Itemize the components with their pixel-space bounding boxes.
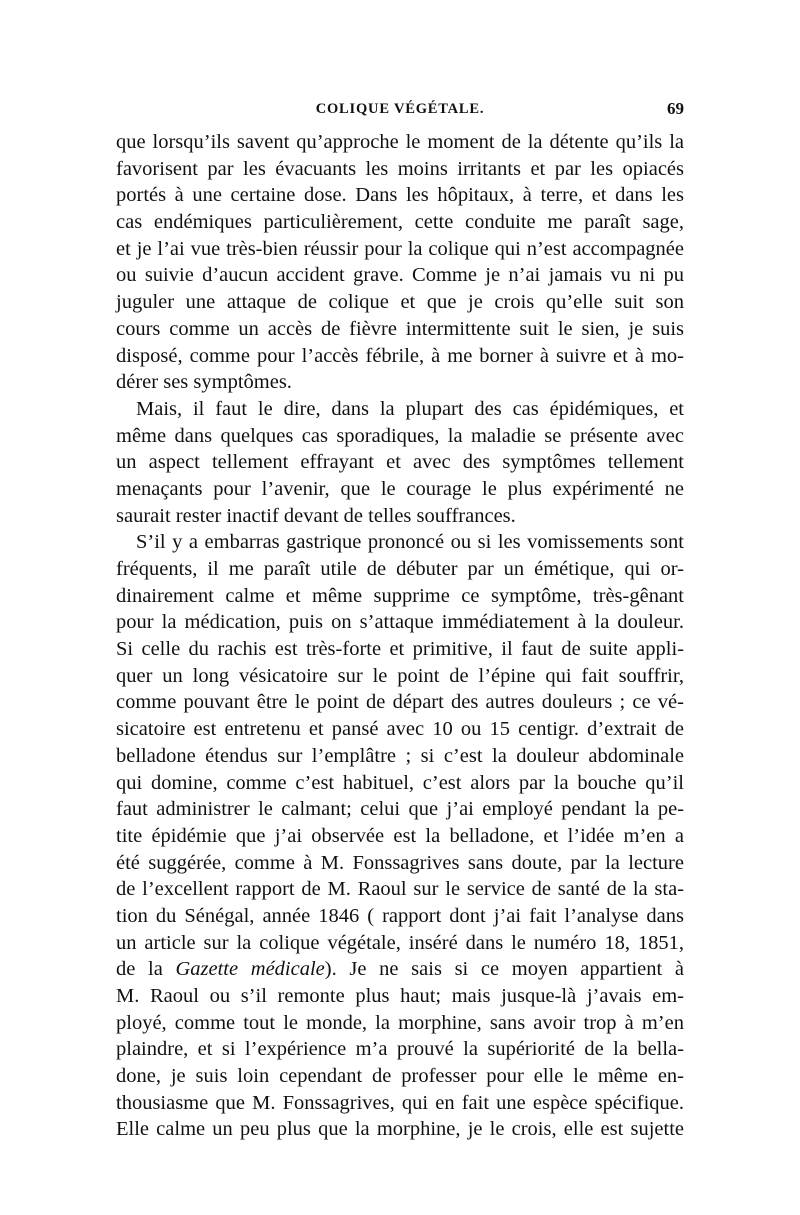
- text-line: de l’excellent rapport de M. Raoul sur le service de santé de la sta-: [116, 878, 684, 901]
- text-line: belladone étendus sur l’emplâtre ; si c’est la douleur abdominale: [116, 744, 684, 767]
- text-line-with-italic: [116, 956, 684, 983]
- text-line: un aspect tellement effrayant et avec des symptômes tellement: [116, 451, 684, 474]
- text-line: done, je suis loin cependant de professer pour elle le même en-: [116, 1065, 684, 1088]
- text-line: cours comme un accès de fièvre intermittente suit le sien, je suis: [116, 317, 684, 340]
- text-line: pour la médication, puis on s’attaque immédiatement à la douleur.: [116, 611, 684, 634]
- text-line: M. Raoul ou s’il remonte plus haut; mais jusque-là j’avais em-: [116, 985, 684, 1007]
- text-segment: ). Je ne sais si ce moyen appartient à: [324, 958, 684, 981]
- text-line: que lorsqu’ils savent qu’approche le moment de la détente qu’ils la: [116, 131, 684, 153]
- text-line: faut administrer le calmant; celui que j’ai employé pendant la pe-: [116, 798, 684, 821]
- text-segment: de la: [116, 958, 176, 981]
- page-header: [116, 101, 684, 123]
- text-line: Elle calme un peu plus que la morphine, je le crois, elle est sujette: [116, 1118, 684, 1141]
- text-line: tite épidémie que j’ai observée est la belladone, et l’idée m’en a: [116, 824, 684, 847]
- text-line: saurait rester inactif devant de telles souffrances.: [116, 504, 516, 527]
- page-number: 69: [667, 99, 684, 118]
- text-line: un article sur la colique végétale, inséré dans le numéro 18, 1851,: [116, 931, 684, 954]
- text-line: fréquents, il me paraît utile de débuter par un émétique, qui or-: [116, 558, 684, 580]
- text-line: disposé, comme pour l’accès fébrile, à me borner à suivre et à mo-: [116, 344, 684, 367]
- text-line: thousiasme que M. Fonssagrives, qui en fait une espèce spécifique.: [116, 1091, 684, 1114]
- text-line: été suggérée, comme à M. Fonssagrives sans doute, par la lecture: [116, 851, 684, 874]
- text-line: sicatoire est entretenu et pansé avec 10 ou 15 centigr. d’extrait de: [116, 718, 684, 741]
- text-line: favorisent par les évacuants les moins irritants et par les opiacés: [116, 157, 684, 180]
- text-line: dérer ses symptômes.: [116, 371, 292, 394]
- text-line: comme pouvant être le point de départ des autres douleurs ; ce vé-: [116, 691, 684, 714]
- text-line: plaindre, et si l’expérience m’a prouvé la supériorité de la bella-: [116, 1038, 684, 1061]
- text-line: quer un long vésicatoire sur le point de l’épine qui fait souffrir,: [116, 664, 684, 687]
- paragraph-start-line: S’il y a embarras gastrique prononcé ou si les vomissements sont: [136, 531, 684, 554]
- text-line: ployé, comme tout le monde, la morphine, sans avoir trop à m’en: [116, 1011, 684, 1034]
- text-line: cas endémiques particulièrement, cette conduite me paraît sage,: [116, 211, 684, 234]
- text-line: même dans quelques cas sporadiques, la maladie se présente avec: [116, 424, 684, 447]
- text-line: menaçants pour l’avenir, que le courage le plus expérimenté ne: [116, 477, 684, 500]
- text-line: dinairement calme et même supprime ce symptôme, très-gênant: [116, 584, 684, 607]
- text-line: et je l’ai vue très-bien réussir pour la colique qui n’est accompagnée: [116, 237, 684, 260]
- text-line: ou suivie d’aucun accident grave. Comme je n’ai jamais vu ni pu: [116, 264, 684, 287]
- text-line: portés à une certaine dose. Dans les hôpitaux, à terre, et dans les: [116, 184, 684, 207]
- text-line: Si celle du rachis est très-forte et primitive, il faut de suite appli-: [116, 638, 684, 661]
- journal-title: Gazette médicale: [175, 958, 325, 981]
- text-line: juguler une attaque de colique et que je crois qu’elle suit son: [116, 291, 684, 314]
- text-line: tion du Sénégal, année 1846 ( rapport dont j’ai fait l’analyse dans: [116, 904, 684, 927]
- body-text: [116, 129, 684, 1143]
- paragraph-start-line: Mais, il faut le dire, dans la plupart des cas épidémiques, et: [136, 397, 684, 420]
- text-line: qui domine, comme c’est habituel, c’est alors par la bouche qu’il: [116, 771, 684, 794]
- running-head: COLIQUE VÉGÉTALE.: [315, 101, 485, 117]
